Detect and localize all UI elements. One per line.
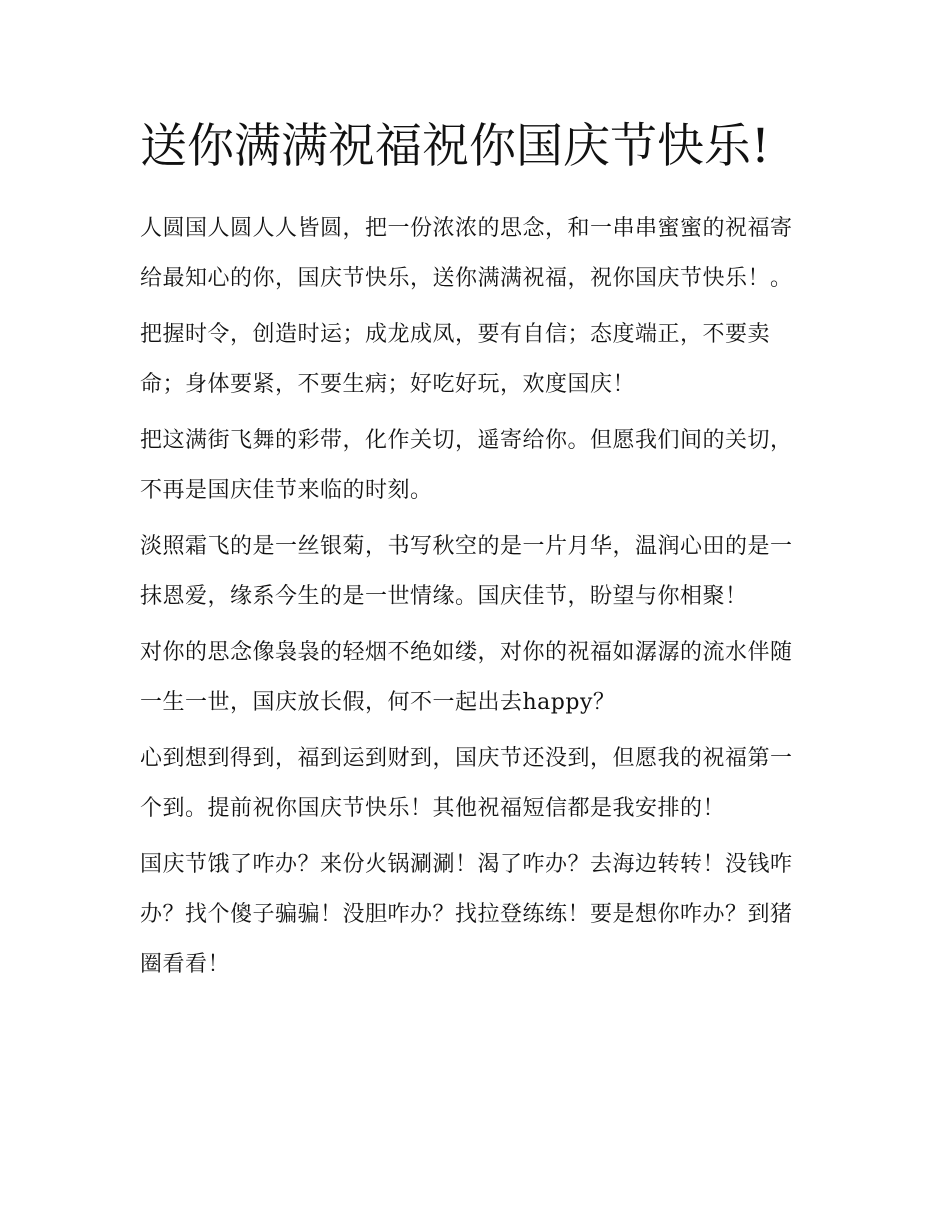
paragraph: 国庆节饿了咋办？来份火锅涮涮！渴了咋办？去海边转转！没钱咋办？找个傻子骗骗！没胆咋办？找拉登练练！要是想你咋办？到猪圈看看！ [140, 852, 793, 977]
paragraph: 把这满街飞舞的彩带，化作关切，遥寄给你。但愿我们间的关切，不再是国庆佳节来临的时刻。 [140, 428, 793, 503]
document-title: 送你满满祝福祝你国庆节快乐! [140, 119, 770, 174]
paragraph-list [140, 204, 812, 990]
paragraph: 心到想到得到，福到运到财到，国庆节还没到，但愿我的祝福第一个到。提前祝你国庆节快乐！其他祝福短信都是我安排的！ [140, 746, 793, 821]
paragraph: 人圆国人圆人人皆圆，把一份浓浓的思念，和一串串蜜蜜的祝福寄给最知心的你，国庆节快乐，送你满满祝福，祝你国庆节快乐！。 [140, 216, 793, 291]
paragraph: 对你的思念像袅袅的轻烟不绝如缕，对你的祝福如潺潺的流水伴随一生一世，国庆放长假，何不一起出去happy？ [140, 640, 793, 715]
document-page [140, 112, 812, 996]
paragraph: 淡照霜飞的是一丝银菊，书写秋空的是一片月华，温润心田的是一抹恩爱，缘系今生的是一世情缘。国庆佳节，盼望与你相聚！ [140, 534, 793, 609]
paragraph: 把握时令，创造时运；成龙成凤，要有自信；态度端正，不要卖命；身体要紧，不要生病；好吃好玩，欢度国庆！ [140, 322, 771, 397]
